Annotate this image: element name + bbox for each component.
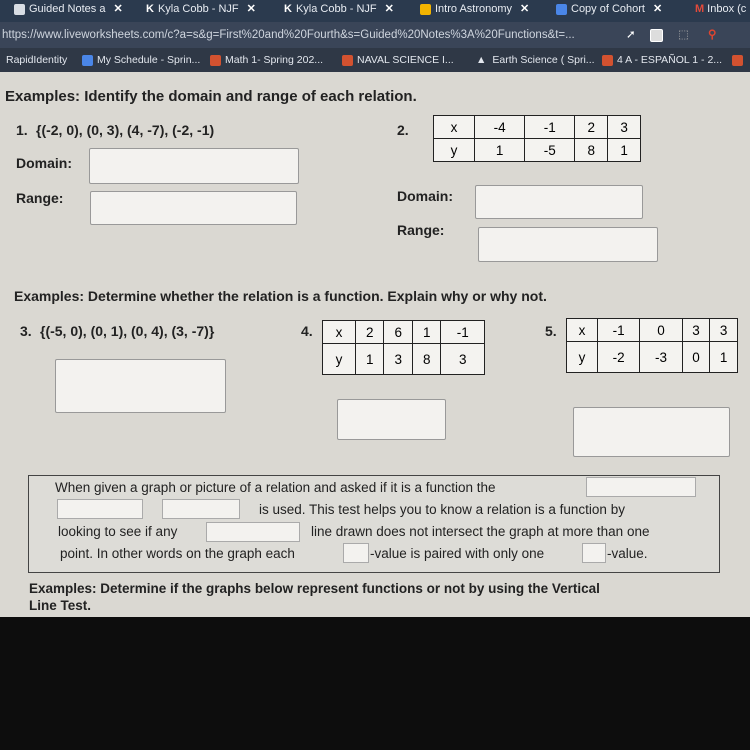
- table-cell: 2: [356, 321, 384, 344]
- example-2-domain-input[interactable]: [475, 185, 643, 219]
- table-cell: 3: [682, 319, 710, 342]
- example-3-relation: {(-5, 0), (0, 1), (0, 4), (3, -7)}: [40, 323, 215, 339]
- browser-tab[interactable]: Guided Notes a ✕: [14, 0, 119, 20]
- example-1-number: 1.: [16, 122, 28, 138]
- example-5-table: [566, 318, 738, 373]
- table-cell: 1: [608, 139, 641, 162]
- note-blank-variable-2[interactable]: [582, 543, 606, 563]
- note-line-3a: looking to see if any: [58, 524, 178, 539]
- table-cell: -3: [640, 342, 682, 373]
- browser-tab-bar: [0, 0, 750, 22]
- domain-label: Domain:: [397, 188, 453, 204]
- table-header-x: x: [567, 319, 598, 342]
- table-cell: -5: [525, 139, 575, 162]
- table-cell: 2: [575, 116, 608, 139]
- table-cell: 8: [412, 344, 440, 375]
- slides-icon: [342, 55, 353, 66]
- table-header-y: y: [567, 342, 598, 373]
- domain-label: Domain:: [16, 155, 72, 171]
- note-blank-test-word-2[interactable]: [162, 499, 240, 519]
- puzzle-icon[interactable]: ⬚: [678, 29, 689, 41]
- browser-tab[interactable]: K Kyla Cobb - NJF ✕: [146, 3, 256, 15]
- gmail-icon: M: [695, 3, 705, 15]
- table-cell: -1: [441, 321, 485, 344]
- table-cell: 0: [640, 319, 682, 342]
- worksheet-page: [0, 72, 750, 617]
- note-line-3b: line drawn does not intersect the graph at more than one: [311, 524, 650, 539]
- table-cell: 1: [475, 139, 525, 162]
- example-3-answer-input[interactable]: [55, 359, 226, 413]
- table-cell: 1: [412, 321, 440, 344]
- drive-icon: ▲: [476, 54, 487, 66]
- range-label: Range:: [16, 190, 64, 206]
- table-cell: 6: [384, 321, 412, 344]
- bookmark-item[interactable]: ▲ Earth Science ( Spri...: [476, 54, 595, 66]
- slides-icon: [602, 55, 613, 66]
- table-row: [567, 319, 738, 342]
- note-line-4a: point. In other words on the graph each: [60, 546, 295, 561]
- url-text[interactable]: https://www.liveworksheets.com/c?a=s&g=First%20and%20Fourth&s=Guided%20Notes%3A%20Functions&t=...: [2, 29, 575, 41]
- bookmark-item[interactable]: [732, 48, 747, 72]
- browser-tab[interactable]: Copy of Cohort ✕: [556, 0, 682, 20]
- bookmark-item[interactable]: 4 A - ESPAÑOL 1 - 2...: [602, 48, 722, 72]
- table-cell: 8: [575, 139, 608, 162]
- note-line-4b: -value is paired with only one: [370, 546, 545, 561]
- close-tab-icon[interactable]: ✕: [246, 3, 256, 15]
- note-blank-variable-1[interactable]: [343, 543, 369, 563]
- pin-icon[interactable]: ⚲: [708, 29, 717, 41]
- close-tab-icon[interactable]: ✕: [113, 3, 123, 15]
- heading-vertical-line-test: Examples: Determine if the graphs below represent functions or not by using the Vertical: [29, 581, 600, 596]
- example-4-number: 4.: [301, 323, 313, 339]
- table-row: [323, 321, 485, 344]
- table-cell: -1: [525, 116, 575, 139]
- table-header-y: y: [323, 344, 356, 375]
- extension-icon[interactable]: [650, 29, 663, 42]
- table-header-y: y: [434, 139, 475, 162]
- table-row: [323, 344, 485, 375]
- close-tab-icon[interactable]: ✕: [384, 3, 394, 15]
- example-2-table: [433, 115, 641, 162]
- table-row: [434, 116, 641, 139]
- bookmark-item[interactable]: Math 1- Spring 202...: [210, 48, 323, 72]
- heading-domain-range: Examples: Identify the domain and range of each relation.: [5, 88, 417, 105]
- example-5-number: 5.: [545, 323, 557, 339]
- table-header-x: x: [323, 321, 356, 344]
- bookmarks-bar: [0, 48, 750, 72]
- example-2-number: 2.: [397, 122, 409, 138]
- bottom-dark-area: [0, 617, 750, 750]
- document-icon: [14, 4, 25, 15]
- note-blank-test-name[interactable]: [586, 477, 696, 497]
- table-cell: 0: [682, 342, 710, 373]
- address-bar[interactable]: [0, 22, 750, 48]
- heading-vertical-line-test-cont: Line Test.: [29, 598, 92, 613]
- range-label: Range:: [397, 222, 445, 238]
- k-icon: K: [146, 3, 154, 15]
- close-tab-icon[interactable]: ✕: [520, 3, 530, 15]
- table-cell: 3: [710, 319, 738, 342]
- table-cell: 3: [384, 344, 412, 375]
- bookmark-item[interactable]: NAVAL SCIENCE I...: [342, 48, 454, 72]
- slides-icon: [732, 55, 743, 66]
- table-row: [434, 139, 641, 162]
- docs-icon: [556, 4, 567, 15]
- table-cell: 3: [608, 116, 641, 139]
- vertical-line-test-note: [28, 475, 720, 573]
- note-line-2: is used. This test helps you to know a relation is a function by: [259, 502, 625, 517]
- docs-icon: [82, 55, 93, 66]
- note-blank-line-type[interactable]: [206, 522, 300, 542]
- table-cell: -2: [598, 342, 640, 373]
- browser-tab[interactable]: Intro Astronomy ✕: [420, 0, 550, 20]
- bookmark-item[interactable]: RapidIdentity: [6, 54, 68, 66]
- table-row: [567, 342, 738, 373]
- close-tab-icon[interactable]: ✕: [652, 3, 663, 15]
- k-icon: K: [284, 3, 292, 15]
- example-1-relation: {(-2, 0), (0, 3), (4, -7), (-2, -1): [36, 122, 215, 138]
- slides-icon: [420, 4, 431, 15]
- slides-icon: [210, 55, 221, 66]
- note-line-4c: -value.: [607, 546, 648, 561]
- example-1-range-input[interactable]: [90, 191, 297, 225]
- table-cell: -4: [475, 116, 525, 139]
- example-4-table: [322, 320, 485, 375]
- example-1-domain-input[interactable]: [89, 148, 299, 184]
- example-3-number: 3.: [20, 323, 32, 339]
- example-5-answer-input[interactable]: [573, 407, 730, 457]
- example-2-range-input[interactable]: [478, 227, 658, 262]
- browser-tab[interactable]: M Inbox (c: [695, 3, 747, 15]
- share-icon[interactable]: ➚: [626, 29, 636, 41]
- note-line-1: When given a graph or picture of a relation and asked if it is a function the: [55, 480, 496, 495]
- heading-function-check: Examples: Determine whether the relation is a function. Explain why or why not.: [14, 288, 547, 304]
- table-header-x: x: [434, 116, 475, 139]
- bookmark-item[interactable]: My Schedule - Sprin...: [82, 48, 200, 72]
- table-cell: 3: [441, 344, 485, 375]
- example-4-answer-input[interactable]: [337, 399, 446, 440]
- table-cell: 1: [710, 342, 738, 373]
- note-blank-test-word-1[interactable]: [57, 499, 143, 519]
- table-cell: 1: [356, 344, 384, 375]
- table-cell: -1: [598, 319, 640, 342]
- browser-tab[interactable]: K Kyla Cobb - NJF ✕: [284, 3, 394, 15]
